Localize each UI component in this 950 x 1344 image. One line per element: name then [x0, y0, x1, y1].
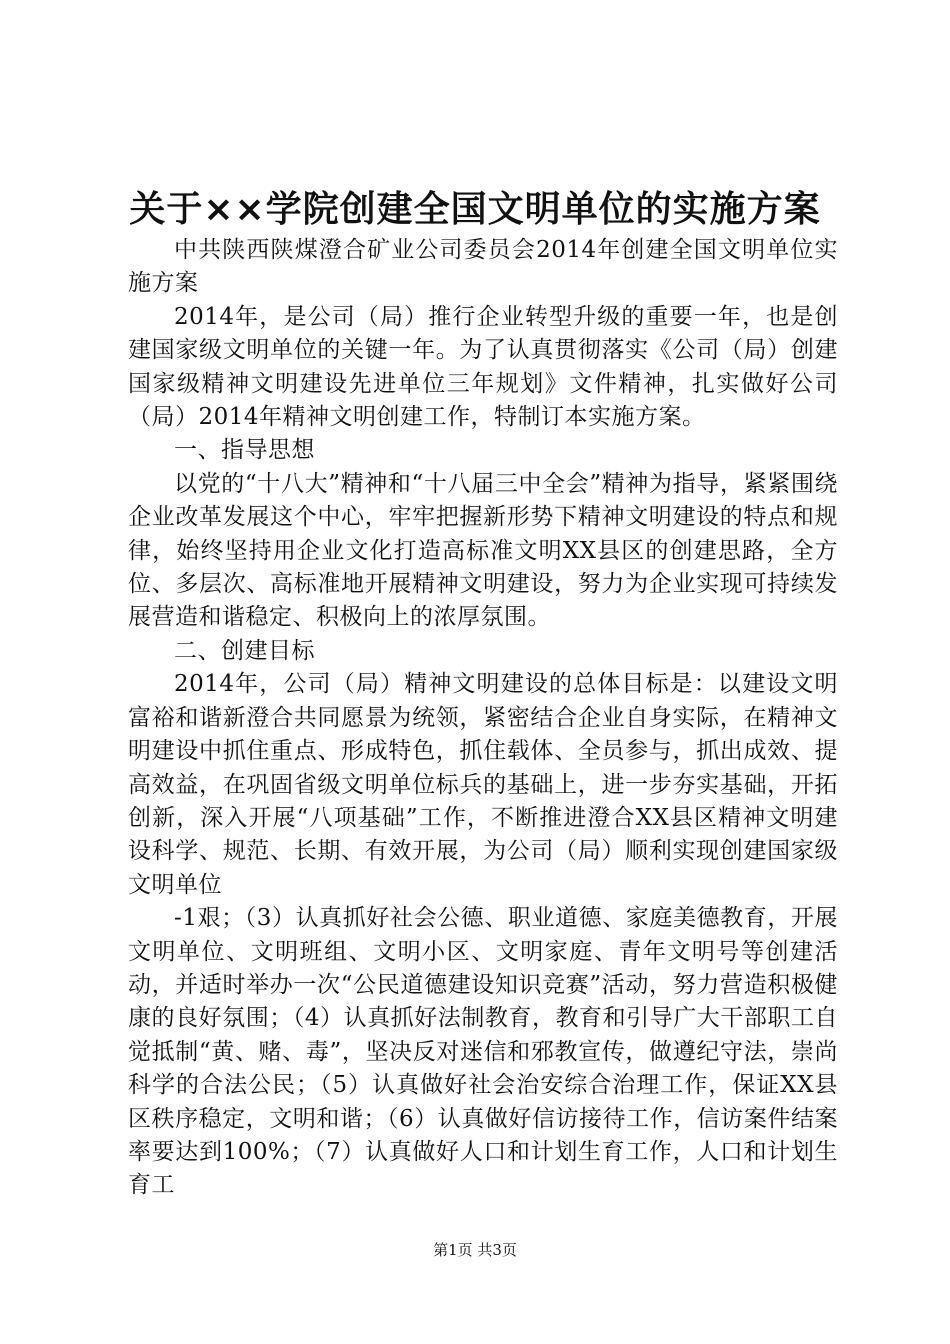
section-heading-guiding-ideology: 一、指导思想 — [174, 437, 315, 464]
paragraph-guiding-ideology: 以党的“十八大”精神和“十八届三中全会”精神为指导，紧紧围绕企业改革发展这个中心，牢牢把握新形势下精神文明建设的特点和规律，始终坚持用企业文化打造高标准文明XX县区的创建思路，全方位、多层次、高标准地开展精神文明建设，努力为企业实现可持续发展营造和谐稳定、积极向上的浓厚氛围。 — [128, 470, 838, 631]
document-title: 关于××学院创建全国文明单位的实施方案 — [129, 189, 821, 230]
paragraph-goals: 2014年，公司（局）精神文明建设的总体目标是：以建设文明富裕和谐新澄合共同愿景为统领，紧密结合企业自身实际，在精神文明建设中抓住重点、形成特色，抓住载体、全员参与，抓出成效、提高效益，在巩固省级文明单位标兵的基础上，进一步夯实基础，开拓创新，深入开展“八项基础”工作，不断推进澄合XX县区精神文明建设科学、规范、长期、有效开展，为公司（局）顺利实现创建国家级文明单位 — [128, 671, 838, 898]
paragraph-tasks: -1艰；（3）认真抓好社会公德、职业道德、家庭美德教育，开展文明单位、文明班组、文明小区、文明家庭、青年文明号等创建活动，并适时举办一次“公民道德建设知识竞赛”活动，努力营造积极健康的良好氛围；（4）认真抓好法制教育，教育和引导广大干部职工自觉抵制“黄、赌、毒”，坚决反对迷信和邪教宣传，做遵纪守法，崇尚科学的合法公民；（5）认真做好社会治安综合治理工作，保证XX县区秩序稳定，文明和谐；（6）认真做好信访接待工作，信访案件结案率要达到100%；（7）认真做好人口和计划生育工作，人口和计划生育工 — [128, 905, 838, 1199]
document-body — [128, 234, 838, 1203]
paragraph-subtitle: 中共陕西陕煤澄合矿业公司委员会2014年创建全国文明单位实施方案 — [128, 237, 838, 297]
paragraph-intro: 2014年，是公司（局）推行企业转型升级的重要一年，也是创建国家级文明单位的关键一年。为了认真贯彻落实《公司（局）创建国家级精神文明建设先进单位三年规划》文件精神，扎实做好公司（局）2014年精神文明创建工作，特制订本实施方案。 — [128, 303, 838, 431]
page-number-footer: 第1页 共3页 — [433, 1241, 517, 1259]
section-heading-goals: 二、创建目标 — [174, 637, 315, 664]
